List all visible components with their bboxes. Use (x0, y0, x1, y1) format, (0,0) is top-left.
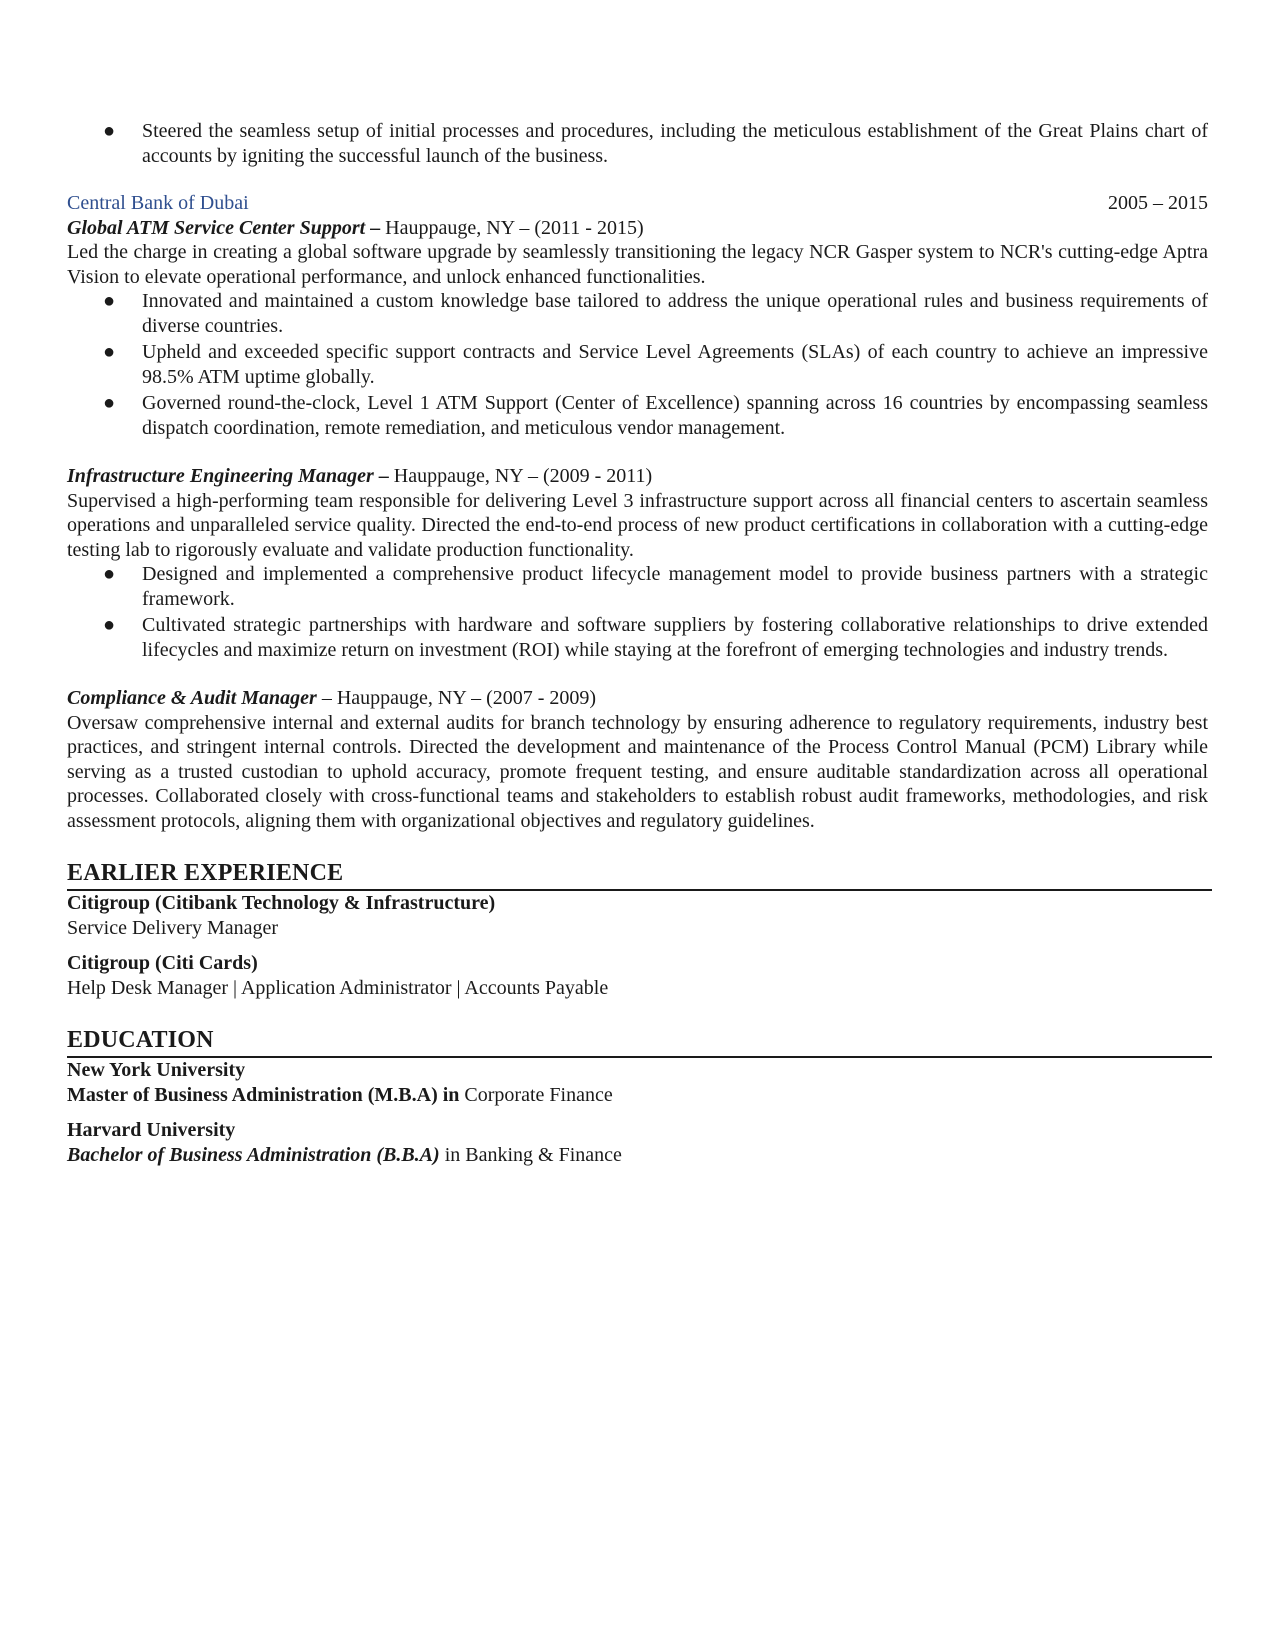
bullet-text: Steered the seamless setup of initial processes and procedures, including the meticulous establishment of the Great Plains chart of accounts by igniting the successful launch of the business. (142, 120, 1208, 167)
bullet-icon: ● (103, 392, 116, 414)
list-item (67, 119, 1208, 168)
earlier-item (67, 951, 1208, 1000)
role-location: Hauppauge, NY – (2007 - 2009) (336, 687, 597, 709)
role-heading (67, 216, 1208, 241)
bullet-icon: ● (103, 290, 116, 312)
role-summary: Oversaw comprehensive internal and external audits for branch technology by ensuring adherence to regulatory requirements, industry best practices, and stringent internal controls. Directed the development and maintenance of the Process Control Manual (PCM) Library while serving as a trusted custodian to uphold accuracy, promote frequent testing, and ensure auditable standardization across all operational processes. Collaborated closely with cross-functional teams and stakeholders to establish robust audit frameworks, methodologies, and risk assessment protocols, aligning them with organizational objectives and regulatory guidelines. (67, 711, 1208, 832)
role-location: Hauppauge, NY – (2009 - 2011) (393, 465, 653, 487)
bullet-text: Innovated and maintained a custom knowledge base tailored to address the unique operational rules and business requirements of diverse countries. (142, 290, 1208, 337)
degree-field: Corporate Finance (459, 1083, 613, 1106)
role-bullet-list (67, 562, 1208, 662)
school-name: New York University (67, 1059, 246, 1081)
employer-header (67, 191, 1208, 216)
degree-name: Master of Business Administration (M.B.A) in (67, 1083, 460, 1106)
school-name: Harvard University (67, 1119, 236, 1141)
role-separator: – (373, 465, 394, 487)
list-item (67, 289, 1208, 338)
role-separator: – (365, 216, 386, 239)
role-separator: – (316, 687, 337, 709)
role-block (67, 464, 1208, 662)
bullet-icon: ● (103, 120, 116, 142)
role-block (67, 216, 1208, 441)
section-heading: EARLIER EXPERIENCE (67, 859, 1212, 891)
earlier-experience-section (67, 859, 1208, 1000)
role-bullet-list (67, 289, 1208, 440)
degree-line (67, 1083, 1208, 1108)
earlier-detail: Help Desk Manager | Application Administrator | Accounts Payable (67, 976, 609, 999)
role-summary: Led the charge in creating a global software upgrade by seamlessly transitioning the legacy NCR Gasper system to NCR's cutting-edge Aptra Vision to elevate operational performance, and unlock enhanced functionalities. (67, 241, 1208, 288)
role-summary: Supervised a high-performing team responsible for delivering Level 3 infrastructure support across all financial centers to ascertain seamless operations and unparalleled service quality. Directed the end-to-end process of new product certifications in collaboration with a cutting-edge testing lab to rigorously evaluate and validate production functionality. (67, 489, 1208, 561)
bullet-icon: ● (103, 563, 116, 585)
role-title: Compliance & Audit Manager (67, 687, 317, 709)
earlier-item (67, 891, 1208, 940)
resume-content (67, 119, 1208, 1167)
role-title: Infrastructure Engineering Manager (67, 465, 374, 487)
degree-line (67, 1143, 1208, 1168)
bullet-text: Designed and implemented a comprehensive product lifecycle management model to provide business partners with a strategic framework. (142, 563, 1208, 610)
education-item (67, 1118, 1208, 1167)
intro-bullet-list (67, 119, 1208, 168)
role-heading (67, 686, 1208, 711)
list-item (67, 340, 1208, 389)
role-heading (67, 464, 1208, 489)
earlier-detail: Service Delivery Manager (67, 916, 279, 939)
employer-dates: 2005 – 2015 (1108, 192, 1208, 214)
earlier-org: Citigroup (Citi Cards) (67, 952, 258, 974)
role-location: Hauppauge, NY – (2011 - 2015) (385, 216, 644, 239)
bullet-text: Upheld and exceeded specific support contracts and Service Level Agreements (SLAs) of each country to achieve an impressive 98.5% ATM uptime globally. (142, 341, 1208, 388)
education-section (67, 1026, 1208, 1167)
list-item (67, 391, 1208, 440)
degree-name: Bachelor of Business Administration (B.B.A) (67, 1143, 440, 1166)
education-item (67, 1058, 1208, 1107)
bullet-text: Cultivated strategic partnerships with hardware and software suppliers by fostering collaborative relationships to drive extended lifecycles and maximize return on investment (ROI) while staying at the forefront of emerging technologies and industry trends. (142, 614, 1208, 661)
list-item (67, 562, 1208, 611)
bullet-text: Governed round-the-clock, Level 1 ATM Support (Center of Excellence) spanning across 16 countries by encompassing seamless dispatch coordination, remote remediation, and meticulous vendor management. (142, 392, 1208, 439)
role-title: Global ATM Service Center Support (67, 216, 366, 239)
resume-page (67, 119, 1209, 1167)
earlier-org: Citigroup (Citibank Technology & Infrastructure) (67, 892, 496, 914)
degree-field: in Banking & Finance (439, 1143, 622, 1166)
role-block (67, 686, 1208, 833)
employer-name: Central Bank of Dubai (67, 192, 249, 214)
bullet-icon: ● (103, 341, 116, 363)
bullet-icon: ● (103, 614, 116, 636)
section-heading: EDUCATION (67, 1026, 1212, 1058)
list-item (67, 613, 1208, 662)
